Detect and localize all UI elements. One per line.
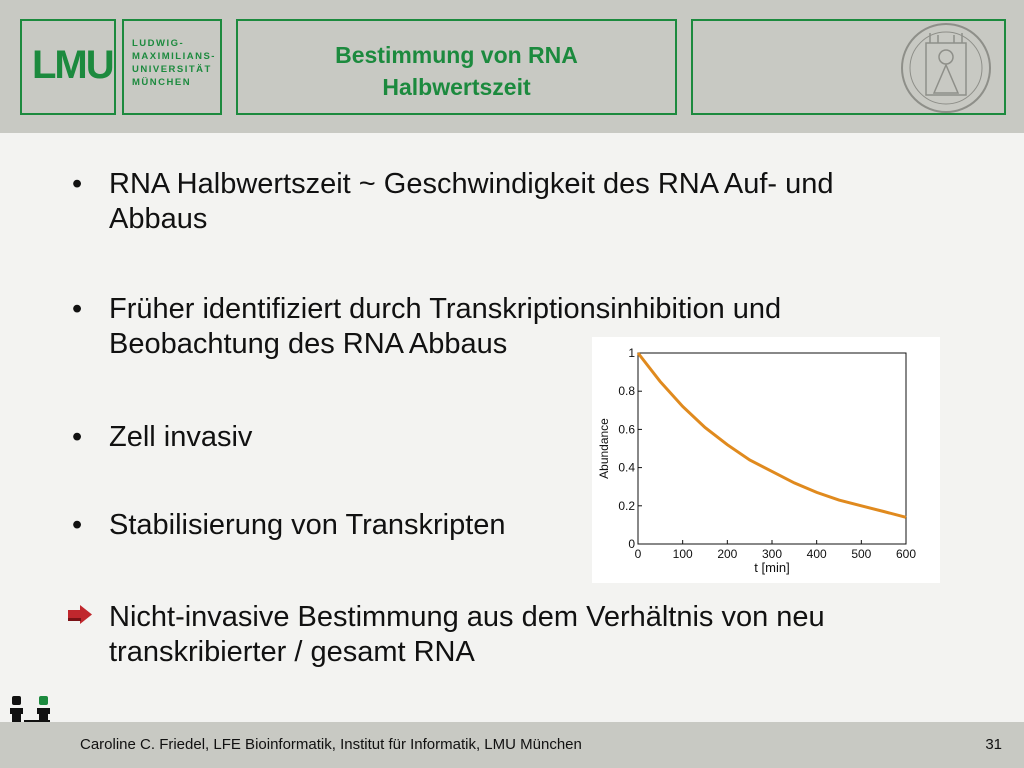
university-name-line: MÜNCHEN <box>132 77 192 88</box>
lmu-logo: LMU <box>32 43 113 87</box>
bullet-line: transkribierter / gesamt RNA <box>109 636 475 668</box>
bullet-line: Stabilisierung von Transkripten <box>109 509 506 541</box>
y-tick-label: 0.6 <box>618 422 635 437</box>
bullet-marker: • <box>72 168 83 200</box>
bullet-line: Früher identifiziert durch Transkriptionsinhibition und <box>109 293 782 325</box>
x-tick-label: 600 <box>895 547 917 561</box>
y-tick-label: 0 <box>628 537 635 551</box>
x-tick-label: 500 <box>851 547 872 561</box>
page-number: 31 <box>985 736 1002 753</box>
bullet-marker: • <box>72 421 83 453</box>
abundance-chart-svg <box>592 337 940 583</box>
decay-curve <box>638 353 906 517</box>
x-tick-label: 300 <box>761 547 783 561</box>
slide-title-line-1: Bestimmung von RNA <box>335 42 578 68</box>
x-tick-label: 400 <box>806 547 827 561</box>
y-tick-label: 0.8 <box>618 384 635 399</box>
bullet-line: Beobachtung des RNA Abbaus <box>109 328 508 360</box>
university-name-line: LUDWIG- <box>132 38 185 49</box>
university-name-line: UNIVERSITÄT <box>132 64 212 75</box>
bullet-line: Zell invasiv <box>109 421 253 453</box>
bullet-text <box>109 420 252 455</box>
bullet-marker: • <box>72 293 83 325</box>
x-tick-label: 0 <box>634 547 642 561</box>
bullet-text <box>109 600 825 670</box>
slide-title-line-2: Halbwertszeit <box>382 74 531 100</box>
bullet-text <box>109 508 506 543</box>
y-tick-label: 0.4 <box>618 460 635 475</box>
y-tick-label: 1 <box>628 346 635 360</box>
slide-footer <box>0 722 1024 768</box>
bullet-line: Abbaus <box>109 203 208 235</box>
bullet-marker: • <box>72 509 83 541</box>
x-tick-label: 200 <box>717 547 738 561</box>
x-axis-label: t [min] <box>754 560 790 575</box>
y-axis-label: Abundance <box>597 418 611 479</box>
arrow-bullet-icon <box>68 604 94 626</box>
bullet-text <box>109 167 834 237</box>
abundance-chart <box>592 337 940 583</box>
y-tick-label: 0.2 <box>618 498 635 513</box>
x-tick-label: 100 <box>672 547 693 561</box>
bullet-line: RNA Halbwertszeit ~ Geschwindigkeit des RNA Auf- und <box>109 168 834 200</box>
footer-author: Caroline C. Friedel, LFE Bioinformatik, Institut für Informatik, LMU München <box>80 736 582 753</box>
university-name-line: MAXIMILIANS- <box>132 51 216 62</box>
bullet-line: Nicht-invasive Bestimmung aus dem Verhältnis von neu <box>109 601 825 633</box>
plot-frame <box>638 353 906 544</box>
